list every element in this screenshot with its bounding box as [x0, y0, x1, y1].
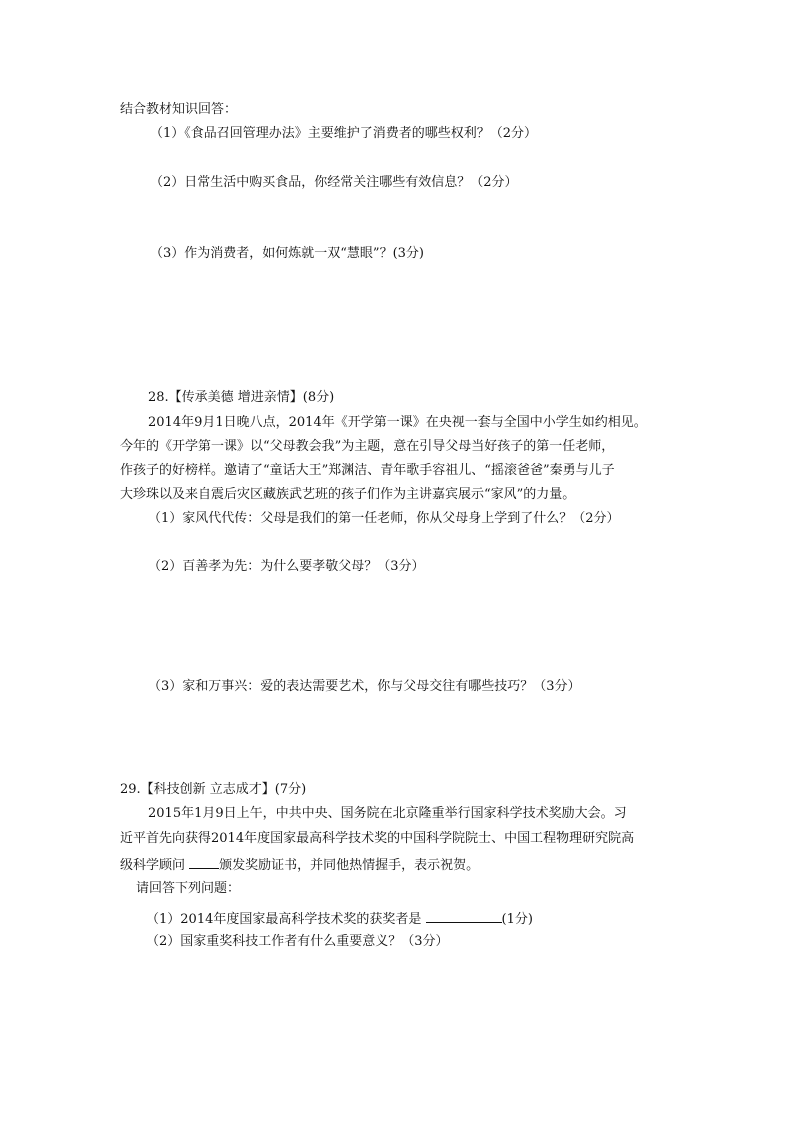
passage-28-line-4: 大珍珠以及来自震后灾区藏族武艺班的孩子们作为主讲嘉宾展示“家风”的力量。 [120, 487, 576, 502]
passage-29-line-1: 2015年1月9日上午，中共中央、国务院在北京隆重举行国家科学技术奖励大会。习 [148, 806, 627, 821]
passage-29-line-3-end: 颁发奖励证书，并同他热情握手，表示祝贺。 [219, 858, 480, 873]
question-28-3: （3）家和万事兴：爱的表达需要艺术，你与父母交往有哪些技巧？（3分） [148, 679, 581, 694]
passage-29-line-3 [120, 856, 479, 874]
question-28-1: （1）家风代代传：父母是我们的第一任老师，你从父母身上学到了什么？（2分） [148, 511, 620, 526]
passage-28-line-2: 今年的《开学第一课》以“父母教会我”为主题，意在引导父母当好孩子的第一任老师， [120, 439, 615, 454]
question-27-1: （1）《食品召回管理办法》主要维护了消费者的哪些权利？（2分） [150, 126, 538, 141]
question-29-heading: 29.【科技创新 立志成才】(7分) [120, 782, 307, 797]
question-29-1-text: （1）2014年度国家最高科学技术奖的获奖者是 [146, 912, 426, 927]
question-28-heading: 28.【传承美德 增进亲情】(8分) [148, 390, 335, 405]
passage-29-line-2: 近平首先向获得2014年度国家最高科学技术奖的中国科学院院士、中国工程物理研究院高 [120, 831, 635, 846]
answer-instruction: 结合教材知识回答： [120, 102, 238, 117]
passage-28-line-3: 作孩子的好榜样。邀请了“童话大王”郑渊洁、青年歌手容祖儿、“摇滚爸爸”秦勇与儿子 [120, 463, 615, 478]
fill-in-blank-winner[interactable] [426, 910, 502, 923]
question-29-1-points: (1分) [501, 912, 533, 927]
question-29-2: （2）国家重奖科技工作者有什么重要意义？（3分） [146, 934, 449, 949]
question-27-2: （2）日常生活中购买食品，你经常关注哪些有效信息？（2分） [150, 175, 518, 190]
question-27-3: （3）作为消费者，如何炼就一双“慧眼”？(3分) [150, 246, 424, 261]
passage-28-line-1: 2014年9月1日晚八点，2014年《开学第一课》在央视一套与全国中小学生如约相见。 [148, 415, 647, 430]
question-29-1 [146, 910, 533, 928]
answer-prompt: 请回答下列问题： [136, 881, 241, 896]
fill-in-blank-advisor[interactable] [189, 856, 219, 869]
question-28-2: （2）百善孝为先：为什么要孝敬父母？（3分） [148, 559, 425, 574]
passage-29-line-3-start: 级科学顾问 [120, 858, 190, 873]
